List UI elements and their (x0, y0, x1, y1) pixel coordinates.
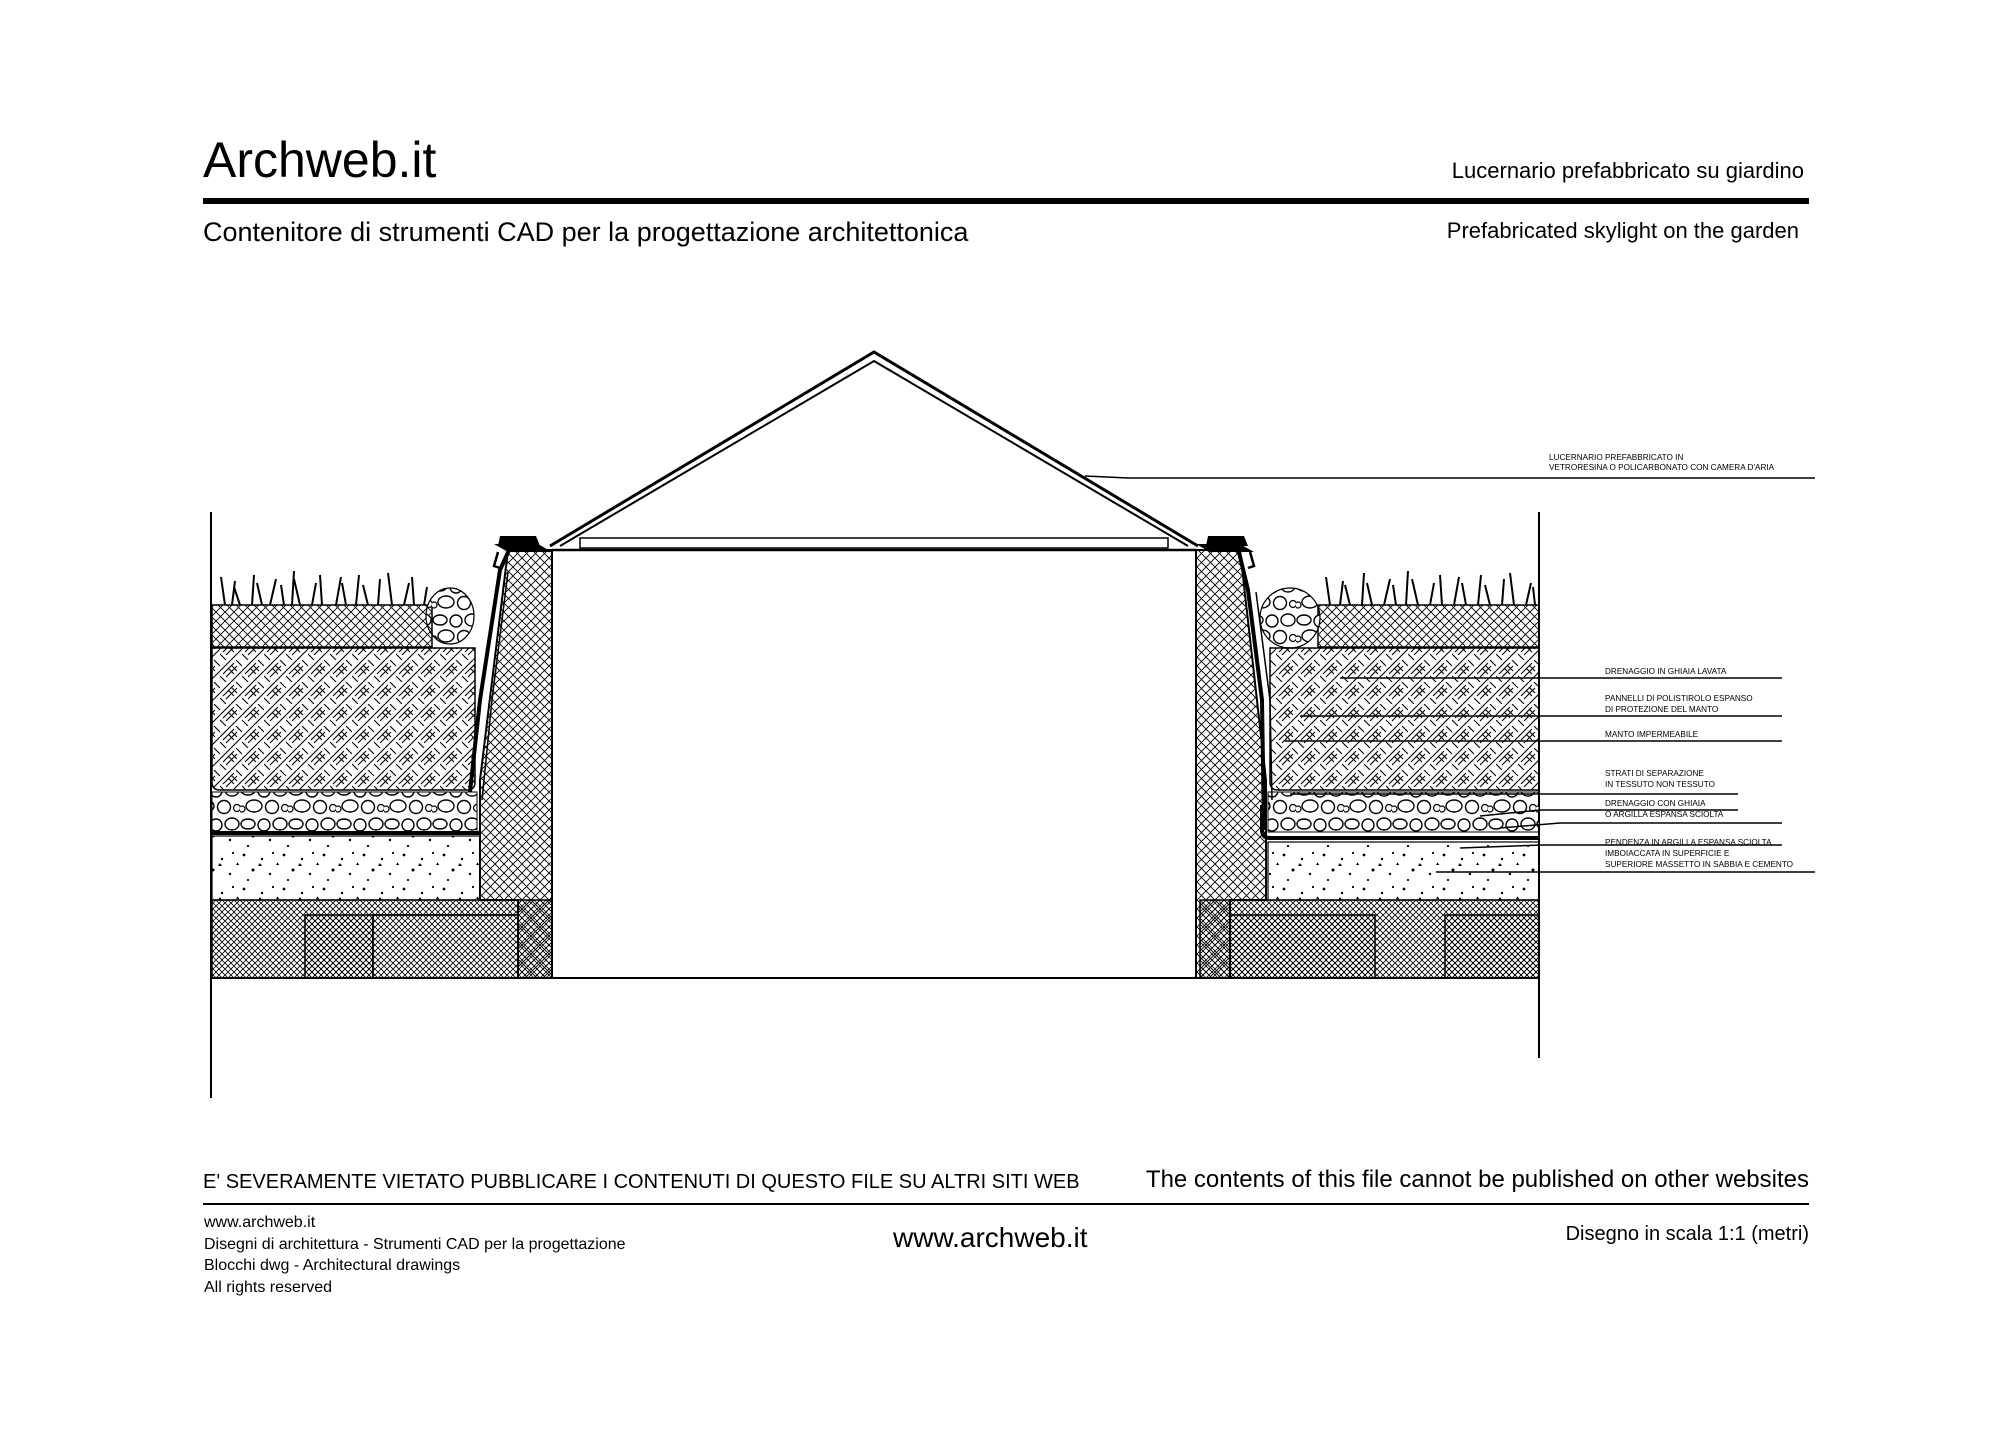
callout-skylight: LUCERNARIO PREFABBRICATO IN VETRORESINA O POLICARBONATO CON CAMERA D'ARIA (1549, 453, 1775, 472)
brand-logo-text: Archweb.it (203, 132, 437, 188)
footer-info (204, 1212, 626, 1298)
brand-subtitle: Contenitore di strumenti CAD per la progettazione architettonica (203, 217, 969, 247)
callout-separation: STRATI DI SEPARAZIONE IN TESSUTO NON TESSUTO (1605, 769, 1715, 789)
footer-url: www.archweb.it (893, 1222, 1088, 1253)
callout-slope-screed: PENDENZA IN ARGILLA ESPANSA SCIOLTA IMBOIACCATA IN SUPERFICIE E SUPERIORE MASSETTO IN SABBIA E CEMENTO (1605, 838, 1794, 869)
skylight-dome (494, 352, 1254, 568)
footer-line-drawings: Disegni di architettura - Strumenti CAD per la progettazione (204, 1235, 626, 1253)
callout-drainage-clay: DRENAGGIO CON GHIAIA O ARGILLA ESPANSA SCIOLTA (1605, 799, 1724, 819)
callout-membrane: MANTO IMPERMEABILE (1605, 730, 1699, 739)
grass-right (1326, 571, 1535, 605)
footer-line-rights: All rights reserved (204, 1278, 333, 1296)
footer-line-blocks: Blocchi dwg - Architectural drawings (204, 1257, 461, 1274)
callout-drainage-gravel: DRENAGGIO IN GHIAIA LAVATA (1605, 667, 1727, 676)
grass-left (221, 571, 427, 605)
drawing-title-italian: Lucernario prefabbricato su giardino (1451, 158, 1804, 183)
copyright-warning-italian: E' SEVERAMENTE VIETATO PUBBLICARE I CONTENUTI DI QUESTO FILE SU ALTRI SITI WEB (203, 1171, 1080, 1193)
callout-polystyrene: PANNELLI DI POLISTIROLO ESPANSO DI PROTEZIONE DEL MANTO (1605, 694, 1753, 714)
footer-line-website: www.archweb.it (204, 1214, 316, 1231)
drawing-scale: Disegno in scala 1:1 (metri) (1565, 1223, 1809, 1245)
callout-labels (1549, 453, 1793, 869)
copyright-warning-english: The contents of this file cannot be published on other websites (1145, 1166, 1809, 1193)
footer-rule (203, 1203, 1809, 1205)
drawing-title-english: Prefabricated skylight on the garden (1446, 218, 1799, 243)
